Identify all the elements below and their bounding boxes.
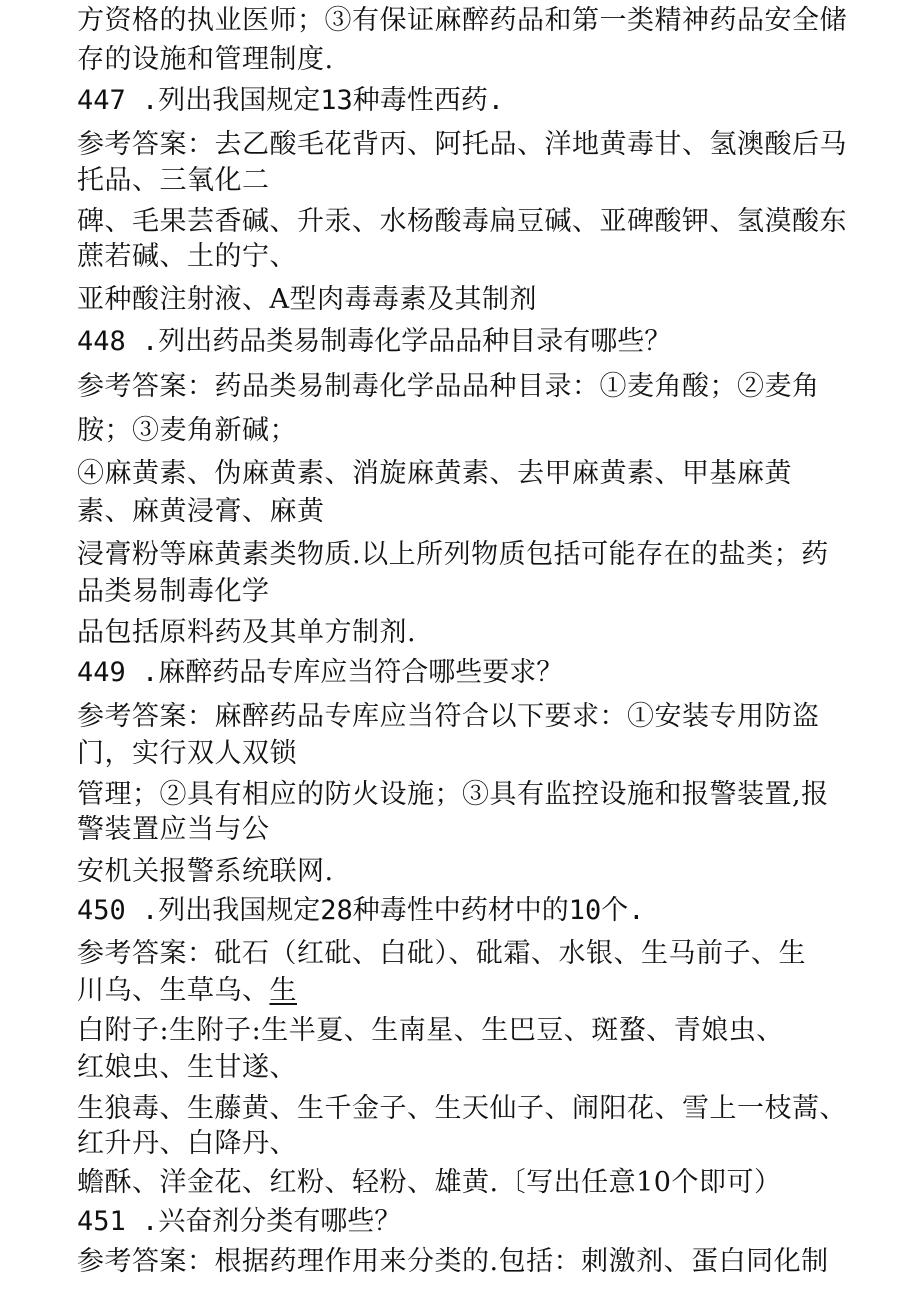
text-line: 红娘虫、生甘遂、 (77, 1052, 297, 1083)
text-line: 红升丹、白降丹、 (77, 1128, 297, 1159)
text-line: 警装置应当与公 (77, 814, 270, 845)
text-line (77, 974, 297, 1008)
text-line: 安机关报警系统联网. (77, 856, 334, 887)
text-line: 品包括原料药及其单方制剂. (77, 617, 417, 648)
answer-line: 参考答案：根据药理作用来分类的.包括：刺激剂、蛋白同化制 (77, 1246, 829, 1277)
text-line: 碑、毛果芸香碱、升汞、水杨酸毒扁豆碱、亚碑酸钾、氢漠酸东 (77, 206, 847, 237)
text-line: 亚种酸注射液、A型肉毒毒素及其制剂 (77, 284, 537, 315)
text-line: 门，实行双人双锁 (77, 738, 297, 769)
text-line: 蔗若碱、土的宁、 (77, 241, 297, 272)
answer-line: 参考答案：麻醉药品专库应当符合以下要求：①安装专用防盗 (77, 701, 820, 732)
question-451: 451 .兴奋剂分类有哪些？ (77, 1206, 402, 1237)
answer-line: 参考答案：砒石（红砒、白砒）、砒霜、水银、生马前子、生 (77, 938, 806, 969)
question-449: 449 .麻醉药品专库应当符合哪些要求？ (77, 657, 564, 688)
question-450: 450 .列出我国规定28种毒性中药材中的10个. (77, 895, 645, 926)
text-line: 生狼毒、生藤黄、生千金子、生天仙子、闹阳花、雪上一枝蒿、 (77, 1093, 847, 1124)
text-line: 胺；③麦角新碱； (77, 415, 297, 446)
text-line: 托品、三氧化二 (77, 165, 270, 196)
answer-line: 参考答案：去乙酸毛花背丙、阿托品、洋地黄毒甘、氢澳酸后马 (77, 129, 847, 160)
text-line: 存的设施和管理制度. (77, 44, 334, 75)
question-447: 447 .列出我国规定13种毒性西药. (77, 85, 505, 116)
text-line: ④麻黄素、伪麻黄素、消旋麻黄素、去甲麻黄素、甲基麻黄 (77, 458, 792, 489)
answer-line: 参考答案：药品类易制毒化学品品种目录：①麦角酸；②麦角 (77, 371, 820, 402)
underlined-text: 生 (269, 975, 297, 1006)
text-line: 白附子:生附子:生半夏、生南星、生巴豆、斑蝥、青娘虫、 (77, 1015, 784, 1046)
question-448: 448 .列出药品类易制毒化学品品种目录有哪些？ (77, 326, 672, 357)
text-line: 浸膏粉等麻黄素类物质.以上所列物质包括可能存在的盐类；药 (77, 539, 829, 570)
text-line: 方资格的执业医师；③有保证麻醉药品和第一类精神药品安全储 (77, 5, 847, 36)
text-line: 品类易制毒化学 (77, 576, 270, 607)
text-line: 素、麻黄浸膏、麻黄 (77, 496, 325, 527)
text-segment: 川乌、生草乌、 (77, 975, 270, 1006)
text-line: 管理；②具有相应的防火设施；③具有监控设施和报警装置,报 (77, 779, 829, 810)
text-line: 蟾酥、洋金花、红粉、轻粉、雄黄.〔写出任意10个即可） (77, 1167, 782, 1198)
